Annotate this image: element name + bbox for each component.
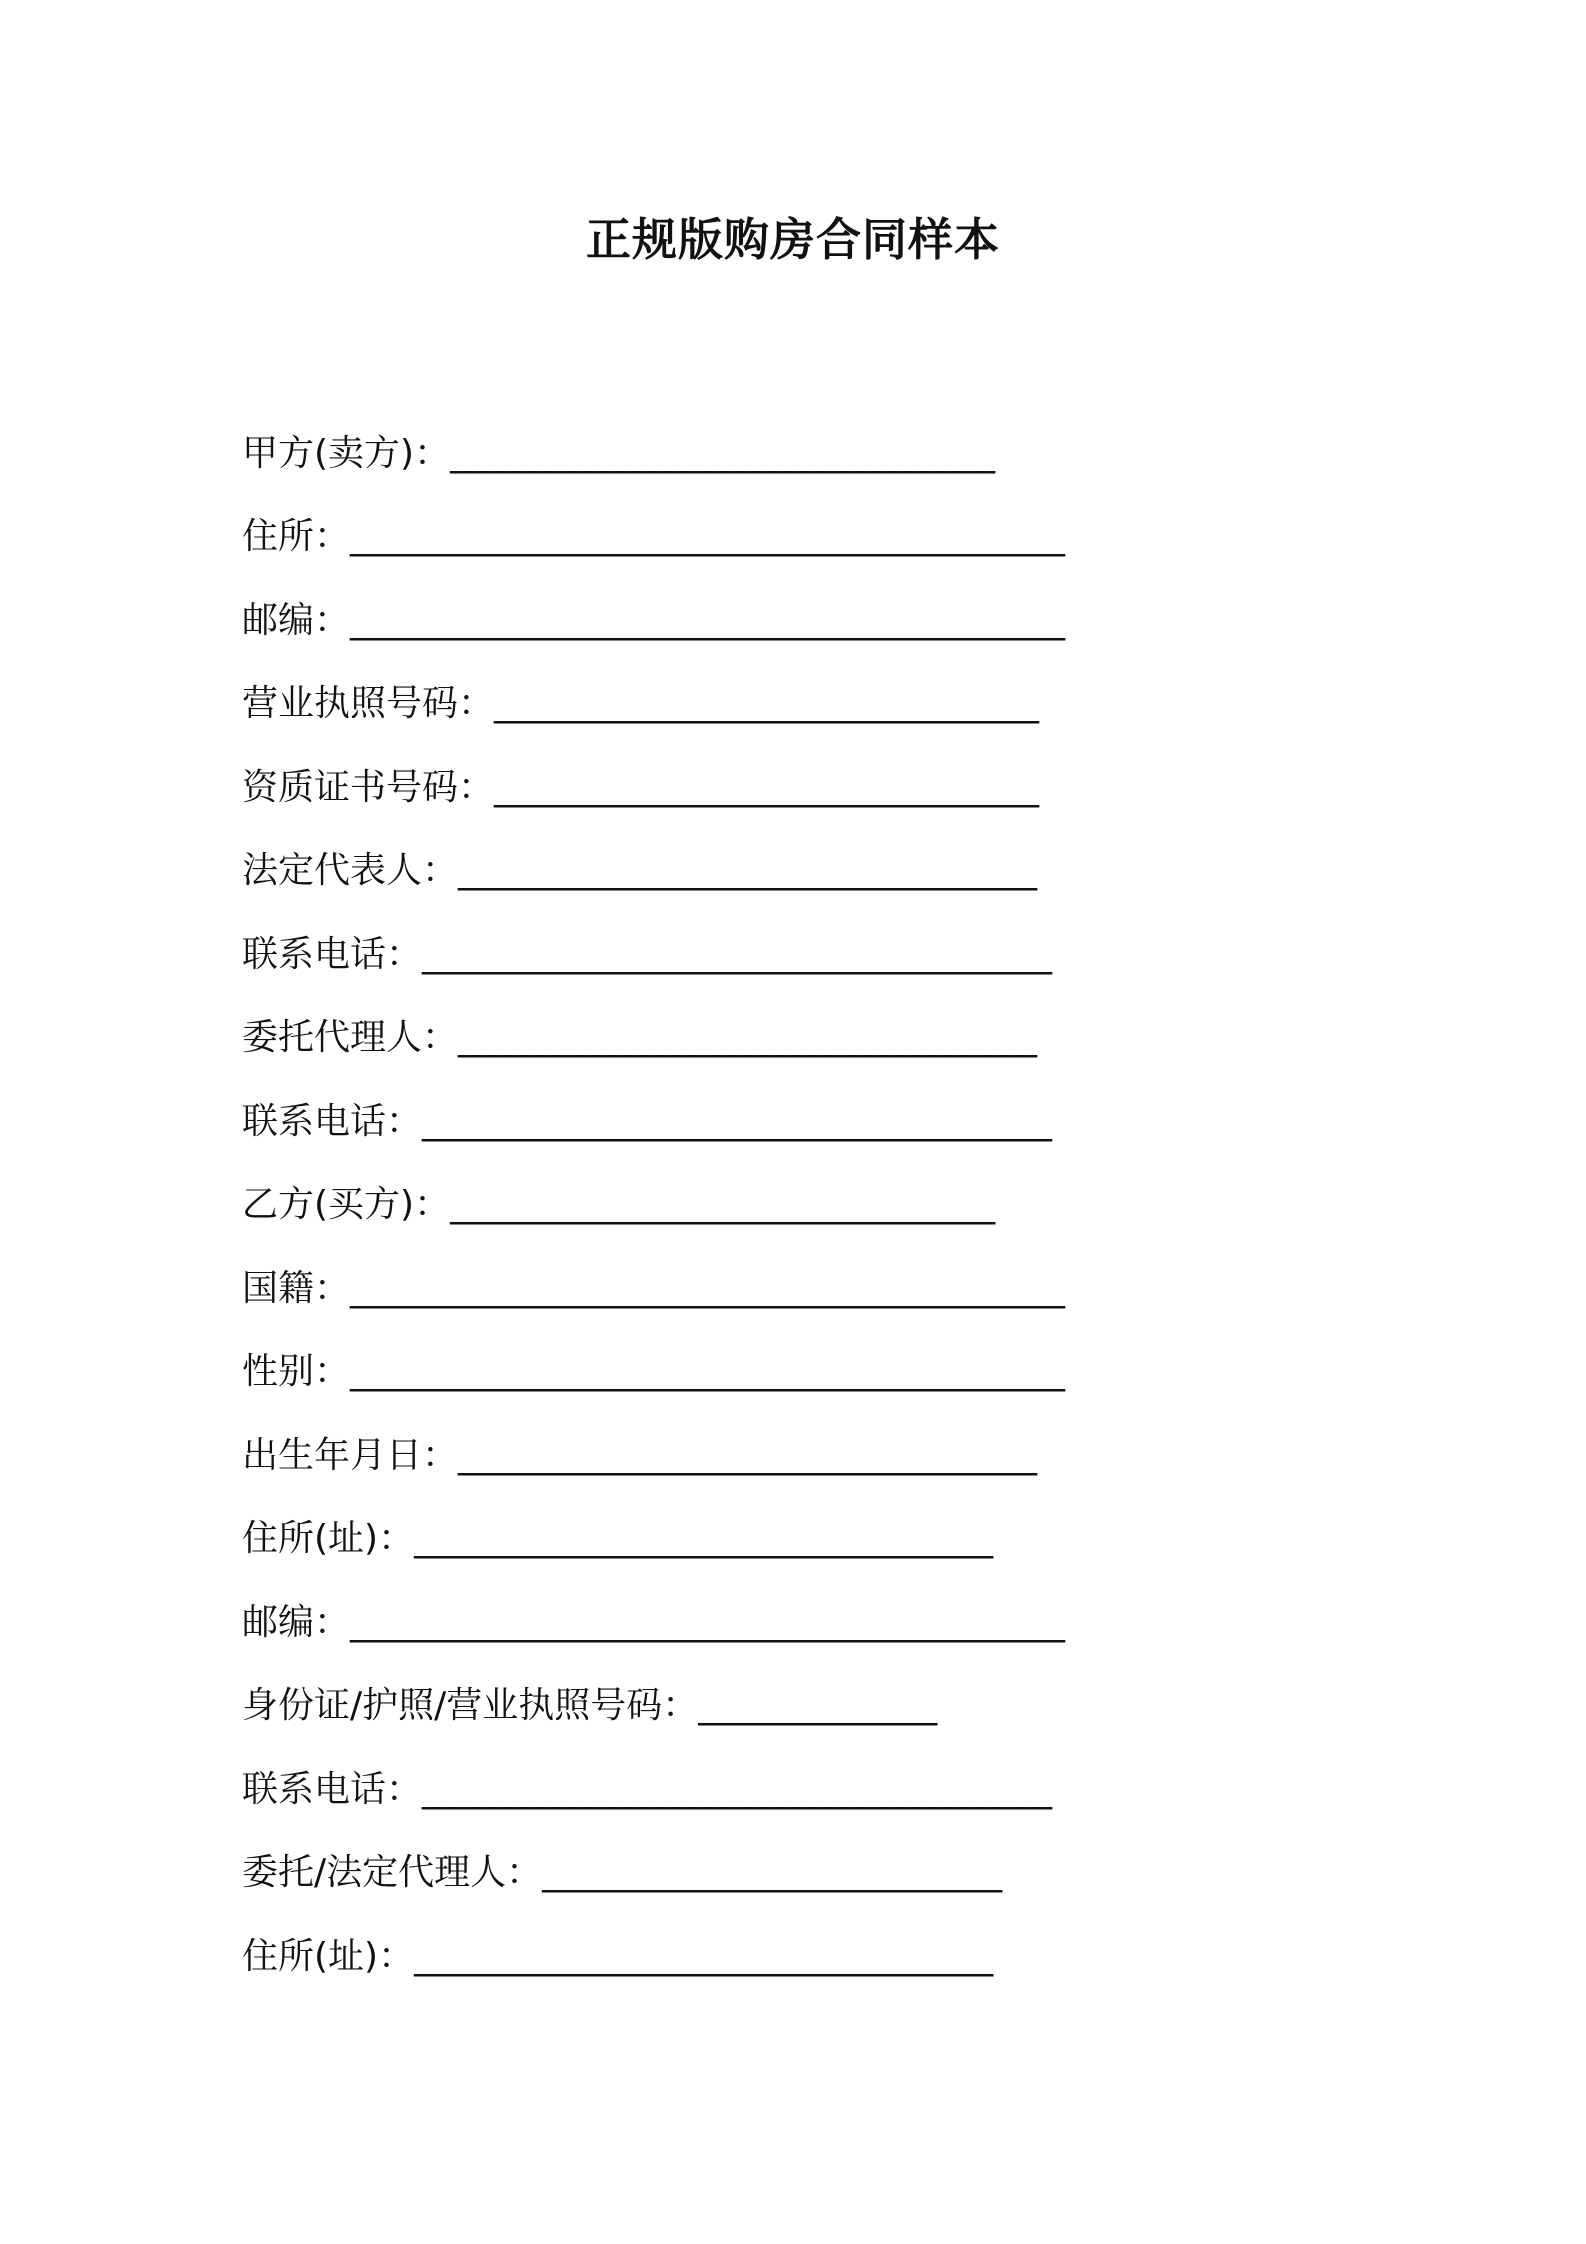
field-label: 住所(址)： (242, 1935, 415, 1977)
blank-line: ______________ (698, 1685, 937, 1727)
field-label: 甲方(卖方)： (242, 432, 451, 474)
blank-line: ________________________________ (450, 432, 995, 474)
field-seller-agent (242, 997, 1064, 1081)
field-seller (242, 412, 1064, 496)
field-label: 住所(址)： (242, 1518, 415, 1560)
blank-line: ________________________________ (450, 1184, 995, 1226)
field-label: 联系电话： (242, 1768, 423, 1810)
blank-line: _____________________________________ (422, 933, 1052, 975)
field-label: 法定代表人： (242, 850, 459, 892)
field-agent-address (242, 1915, 1064, 1999)
field-seller-phone (242, 913, 1064, 997)
document-title: 正规版购房合同样本 (585, 213, 1000, 266)
field-label: 住所： (242, 516, 351, 558)
field-buyer-phone (242, 1748, 1064, 1832)
field-label: 乙方(买方)： (242, 1184, 451, 1226)
field-label: 国籍： (242, 1267, 351, 1309)
field-label: 邮编： (242, 1601, 351, 1643)
field-label: 资质证书号码： (242, 766, 495, 808)
blank-line: ________________________________ (494, 766, 1039, 808)
field-buyer-postcode (242, 1581, 1064, 1665)
blank-line: __________________________________ (414, 1935, 993, 1977)
blank-line: __________________________________ (458, 1434, 1037, 1476)
blank-line: __________________________________ (458, 850, 1037, 892)
field-label: 出生年月日： (242, 1434, 459, 1476)
field-legal-rep (242, 830, 1064, 914)
field-label: 性别： (242, 1351, 351, 1393)
field-nationality (242, 1247, 1064, 1331)
field-label: 联系电话： (242, 1100, 423, 1142)
blank-line: __________________________________________ (350, 1601, 1065, 1643)
blank-line: __________________________________________ (350, 1267, 1065, 1309)
party-info-form (242, 412, 1064, 1999)
field-label: 身份证/护照/营业执照号码： (242, 1685, 699, 1727)
field-id-number (242, 1665, 1064, 1749)
field-label: 联系电话： (242, 933, 423, 975)
field-birth-date (242, 1414, 1064, 1498)
field-business-license (242, 663, 1064, 747)
field-label: 委托代理人： (242, 1017, 459, 1059)
field-seller-postcode (242, 579, 1064, 663)
field-label: 委托/法定代理人： (242, 1852, 543, 1894)
field-buyer-address (242, 1498, 1064, 1582)
field-seller-agent-phone (242, 1080, 1064, 1164)
field-qualification-cert (242, 746, 1064, 830)
blank-line: __________________________________ (458, 1017, 1037, 1059)
blank-line: __________________________________________ (350, 599, 1065, 641)
blank-line: ___________________________ (542, 1852, 1002, 1894)
blank-line: ________________________________ (494, 683, 1039, 725)
blank-line: __________________________________________ (350, 1351, 1065, 1393)
field-label: 营业执照号码： (242, 683, 495, 725)
field-label: 邮编： (242, 599, 351, 641)
blank-line: __________________________________ (414, 1518, 993, 1560)
blank-line: __________________________________________ (350, 516, 1065, 558)
field-buyer (242, 1164, 1064, 1248)
field-gender (242, 1331, 1064, 1415)
field-seller-address (242, 496, 1064, 580)
blank-line: _____________________________________ (422, 1768, 1052, 1810)
blank-line: _____________________________________ (422, 1100, 1052, 1142)
field-buyer-agent (242, 1832, 1064, 1916)
